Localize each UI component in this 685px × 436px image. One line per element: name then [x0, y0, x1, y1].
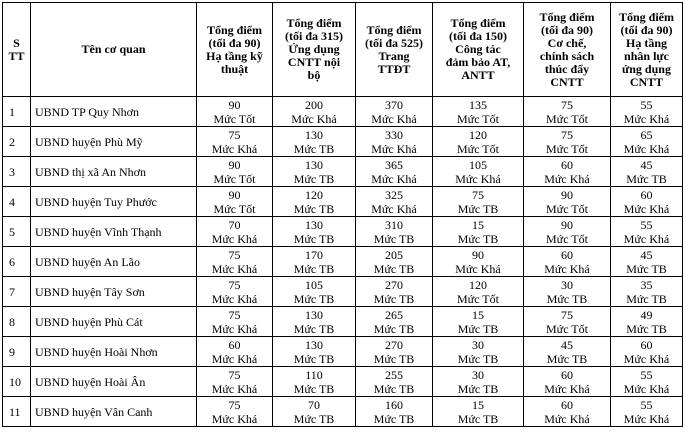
score-level: Mức Tốt: [546, 231, 588, 246]
score-cell: [433, 337, 524, 367]
score-cell: [524, 397, 611, 427]
score-cell: [524, 157, 611, 187]
score-level: Mức TB: [457, 411, 499, 426]
score-cell: [273, 217, 356, 247]
score-level: Mức TB: [457, 321, 499, 336]
score-value: 15: [472, 397, 484, 412]
score-value: 75: [228, 247, 241, 262]
score-cell: [356, 367, 433, 397]
score-level: Mức TB: [546, 351, 588, 366]
score-level: Mức Khá: [371, 111, 417, 126]
row-stt: 3: [3, 157, 31, 187]
score-value: 30: [472, 337, 484, 352]
score-cell: [611, 337, 683, 367]
score-table-container: [2, 2, 683, 427]
score-cell: [611, 187, 683, 217]
row-stt: 10: [3, 367, 31, 397]
score-cell: [524, 127, 611, 157]
table-header: [3, 3, 683, 97]
score-cell: [273, 127, 356, 157]
score-level: Mức Khá: [211, 381, 258, 396]
score-value: 70: [308, 397, 320, 412]
header-security: Tổng điểm (tối đa 150) Công tác đảm bảo AT, ANTT: [433, 3, 524, 97]
score-value: 255: [385, 367, 403, 382]
score-cell: [524, 307, 611, 337]
score-level: Mức TB: [373, 321, 415, 336]
score-cell: [273, 157, 356, 187]
score-cell: [433, 277, 524, 307]
score-value: 30: [472, 367, 484, 382]
score-value: 75: [228, 367, 241, 382]
row-org-name: UBND huyện Phù Mỹ: [31, 127, 197, 157]
score-level: Mức Khá: [211, 351, 258, 366]
score-value: 205: [385, 247, 403, 262]
row-stt: 11: [3, 397, 31, 427]
score-value: 75: [228, 307, 241, 322]
score-level: Mức TB: [293, 261, 335, 276]
score-cell: [524, 247, 611, 277]
score-level: Mức TB: [373, 231, 415, 246]
score-level: Mức TB: [373, 381, 415, 396]
score-cell: [433, 127, 524, 157]
score-cell: [433, 247, 524, 277]
score-level: Mức TB: [373, 261, 415, 276]
score-level: Mức TB: [293, 411, 335, 426]
header-web-portal: Tổng điểm (tối đa 525) Trang TTĐT: [356, 3, 433, 97]
score-level: Mức TB: [546, 291, 588, 306]
score-cell: [611, 307, 683, 337]
table-row: [3, 277, 683, 307]
score-cell: [524, 97, 611, 127]
score-cell: [356, 307, 433, 337]
it-evaluation-table: [2, 2, 683, 427]
row-org-name: UBND thị xã An Nhơn: [31, 157, 197, 187]
score-level: Mức TB: [293, 201, 335, 216]
score-value: 60: [561, 247, 573, 262]
score-value: 365: [385, 157, 403, 172]
score-level: Mức TB: [457, 381, 499, 396]
score-value: 60: [228, 337, 241, 352]
score-value: 135: [469, 97, 487, 112]
score-value: 60: [561, 367, 573, 382]
score-value: 35: [640, 277, 653, 292]
score-value: 90: [228, 187, 241, 202]
score-value: 120: [469, 127, 487, 142]
score-cell: [197, 397, 273, 427]
score-value: 110: [305, 367, 323, 382]
score-cell: [197, 247, 273, 277]
score-cell: [273, 97, 356, 127]
score-value: 60: [561, 157, 573, 172]
score-cell: [433, 217, 524, 247]
score-cell: [273, 247, 356, 277]
score-value: 60: [640, 187, 653, 202]
score-value: 75: [561, 97, 573, 112]
table-row: [3, 157, 683, 187]
score-cell: [524, 337, 611, 367]
score-level: Mức Tốt: [213, 201, 256, 216]
score-cell: [197, 97, 273, 127]
score-cell: [273, 367, 356, 397]
score-cell: [273, 187, 356, 217]
score-level: Mức TB: [457, 231, 499, 246]
score-cell: [611, 217, 683, 247]
score-value: 310: [385, 217, 403, 232]
score-level: Mức TB: [626, 171, 667, 186]
table-row: [3, 307, 683, 337]
score-cell: [611, 277, 683, 307]
score-value: 265: [385, 307, 403, 322]
score-cell: [433, 367, 524, 397]
table-body: [3, 97, 683, 427]
score-value: 45: [640, 157, 653, 172]
score-value: 130: [305, 307, 323, 322]
score-value: 60: [561, 397, 573, 412]
score-level: Mức Tốt: [457, 141, 499, 156]
score-level: Mức TB: [626, 321, 667, 336]
score-value: 75: [561, 127, 573, 142]
score-level: Mức Khá: [211, 321, 258, 336]
row-stt: 8: [3, 307, 31, 337]
score-level: Mức Khá: [544, 171, 590, 186]
score-level: Mức Khá: [623, 141, 670, 156]
score-value: 55: [640, 97, 653, 112]
score-level: Mức Khá: [455, 171, 501, 186]
score-value: 330: [385, 127, 403, 142]
score-level: Mức Tốt: [546, 141, 588, 156]
score-value: 130: [305, 157, 323, 172]
score-value: 160: [385, 397, 403, 412]
score-level: Mức Khá: [291, 111, 337, 126]
table-row: [3, 337, 683, 367]
score-level: Mức TB: [457, 201, 499, 216]
table-row: [3, 367, 683, 397]
score-cell: [524, 277, 611, 307]
score-level: Mức Khá: [544, 411, 590, 426]
header-tech-infrastructure: Tổng điểm (tối đa 90) Hạ tầng kỹ thuật: [197, 3, 273, 97]
score-value: 75: [472, 187, 484, 202]
table-row: [3, 127, 683, 157]
score-value: 120: [469, 277, 487, 292]
table-row: [3, 97, 683, 127]
score-level: Mức Khá: [544, 261, 590, 276]
score-level: Mức TB: [293, 321, 335, 336]
score-value: 130: [305, 127, 323, 142]
score-value: 270: [385, 277, 403, 292]
row-org-name: UBND huyện Vân Canh: [31, 397, 197, 427]
score-level: Mức Tốt: [546, 201, 588, 216]
score-cell: [611, 367, 683, 397]
score-cell: [433, 97, 524, 127]
score-level: Mức Tốt: [546, 111, 588, 126]
score-value: 70: [228, 217, 241, 232]
score-cell: [611, 127, 683, 157]
row-stt: 9: [3, 337, 31, 367]
score-value: 45: [561, 337, 573, 352]
score-level: Mức TB: [293, 351, 335, 366]
score-cell: [273, 307, 356, 337]
score-level: Mức TB: [293, 381, 335, 396]
score-level: Mức Tốt: [213, 171, 256, 186]
score-value: 105: [305, 277, 323, 292]
header-org-name: Tên cơ quan: [31, 3, 197, 97]
score-value: 130: [305, 337, 323, 352]
row-stt: 5: [3, 217, 31, 247]
score-level: Mức TB: [626, 261, 667, 276]
score-level: Mức TB: [293, 171, 335, 186]
table-row: [3, 217, 683, 247]
header-stt: S TT: [3, 3, 31, 97]
score-value: 75: [228, 127, 241, 142]
score-level: Mức Tốt: [213, 111, 256, 126]
score-value: 90: [228, 157, 241, 172]
score-value: 60: [640, 337, 653, 352]
score-cell: [356, 187, 433, 217]
score-value: 130: [305, 217, 323, 232]
score-cell: [433, 397, 524, 427]
score-level: Mức Khá: [211, 291, 258, 306]
score-cell: [197, 307, 273, 337]
score-level: Mức Khá: [211, 231, 258, 246]
score-level: Mức Khá: [623, 411, 670, 426]
score-cell: [356, 127, 433, 157]
score-level: Mức Khá: [544, 381, 590, 396]
score-level: Mức Tốt: [457, 111, 499, 126]
score-level: Mức Khá: [623, 231, 670, 246]
score-level: Mức Khá: [455, 261, 501, 276]
score-cell: [197, 157, 273, 187]
score-cell: [611, 397, 683, 427]
row-org-name: UBND huyện Tây Sơn: [31, 277, 197, 307]
score-level: Mức TB: [373, 411, 415, 426]
score-value: 75: [561, 307, 573, 322]
score-level: Mức Khá: [211, 261, 258, 276]
score-cell: [197, 277, 273, 307]
score-value: 75: [228, 277, 241, 292]
score-cell: [273, 277, 356, 307]
score-value: 75: [228, 397, 241, 412]
score-level: Mức Tốt: [457, 291, 499, 306]
score-cell: [197, 337, 273, 367]
score-level: Mức TB: [373, 351, 415, 366]
score-cell: [611, 97, 683, 127]
score-level: Mức Khá: [211, 141, 258, 156]
row-org-name: UBND huyện Phù Cát: [31, 307, 197, 337]
score-cell: [433, 187, 524, 217]
score-level: Mức Khá: [623, 111, 670, 126]
score-level: Mức TB: [293, 141, 335, 156]
score-cell: [356, 277, 433, 307]
row-org-name: UBND TP Quy Nhơn: [31, 97, 197, 127]
score-value: 15: [472, 217, 484, 232]
score-level: Mức Tốt: [546, 321, 588, 336]
score-cell: [197, 367, 273, 397]
score-value: 170: [305, 247, 323, 262]
score-value: 49: [640, 307, 653, 322]
header-human-resources: Tổng điểm (tối đa 90) Hạ tầng nhân lực ứng dụng CNTT: [611, 3, 683, 97]
row-stt: 4: [3, 187, 31, 217]
score-cell: [356, 97, 433, 127]
score-level: Mức Khá: [371, 171, 417, 186]
row-org-name: UBND huyện Hoài Ân: [31, 367, 197, 397]
score-value: 15: [472, 307, 484, 322]
score-level: Mức TB: [293, 231, 335, 246]
row-stt: 7: [3, 277, 31, 307]
score-cell: [356, 247, 433, 277]
score-cell: [356, 157, 433, 187]
score-value: 45: [640, 247, 653, 262]
score-level: Mức Khá: [211, 411, 258, 426]
score-cell: [273, 397, 356, 427]
score-cell: [433, 157, 524, 187]
score-value: 30: [561, 277, 573, 292]
score-value: 200: [305, 97, 323, 112]
table-row: [3, 397, 683, 427]
score-cell: [524, 217, 611, 247]
score-cell: [356, 337, 433, 367]
score-level: Mức Khá: [371, 141, 417, 156]
score-value: 55: [640, 217, 653, 232]
row-stt: 1: [3, 97, 31, 127]
score-value: 90: [561, 187, 573, 202]
score-value: 270: [385, 337, 403, 352]
score-cell: [197, 217, 273, 247]
score-cell: [197, 187, 273, 217]
header-policy: Tổng điểm (tối đa 90) Cơ chế, chính sách thúc đẩy CNTT: [524, 3, 611, 97]
score-cell: [611, 157, 683, 187]
score-cell: [433, 307, 524, 337]
score-value: 90: [561, 217, 573, 232]
score-cell: [273, 337, 356, 367]
score-level: Mức TB: [626, 291, 667, 306]
row-stt: 2: [3, 127, 31, 157]
table-row: [3, 187, 683, 217]
row-org-name: UBND huyện An Lão: [31, 247, 197, 277]
score-value: 55: [640, 397, 653, 412]
row-org-name: UBND huyện Vĩnh Thạnh: [31, 217, 197, 247]
score-level: Mức Khá: [623, 381, 670, 396]
score-level: Mức TB: [457, 351, 499, 366]
table-row: [3, 247, 683, 277]
score-cell: [356, 397, 433, 427]
score-level: Mức Khá: [623, 201, 670, 216]
score-value: 90: [472, 247, 484, 262]
header-row: [3, 3, 683, 97]
score-level: Mức TB: [373, 291, 415, 306]
score-cell: [524, 367, 611, 397]
score-cell: [524, 187, 611, 217]
row-stt: 6: [3, 247, 31, 277]
score-cell: [197, 127, 273, 157]
score-value: 105: [469, 157, 487, 172]
score-value: 90: [228, 97, 241, 112]
header-internal-it-apps: Tổng điểm (tối đa 315) Ứng dụng CNTT nội bộ: [273, 3, 356, 97]
score-cell: [611, 247, 683, 277]
score-cell: [356, 217, 433, 247]
score-value: 65: [640, 127, 653, 142]
score-value: 370: [385, 97, 403, 112]
score-level: Mức Khá: [371, 201, 417, 216]
score-value: 55: [640, 367, 653, 382]
row-org-name: UBND huyện Hoài Nhơn: [31, 337, 197, 367]
row-org-name: UBND huyện Tuy Phước: [31, 187, 197, 217]
score-level: Mức TB: [293, 291, 335, 306]
score-level: Mức Khá: [623, 351, 670, 366]
score-value: 325: [385, 187, 403, 202]
score-value: 120: [305, 187, 323, 202]
